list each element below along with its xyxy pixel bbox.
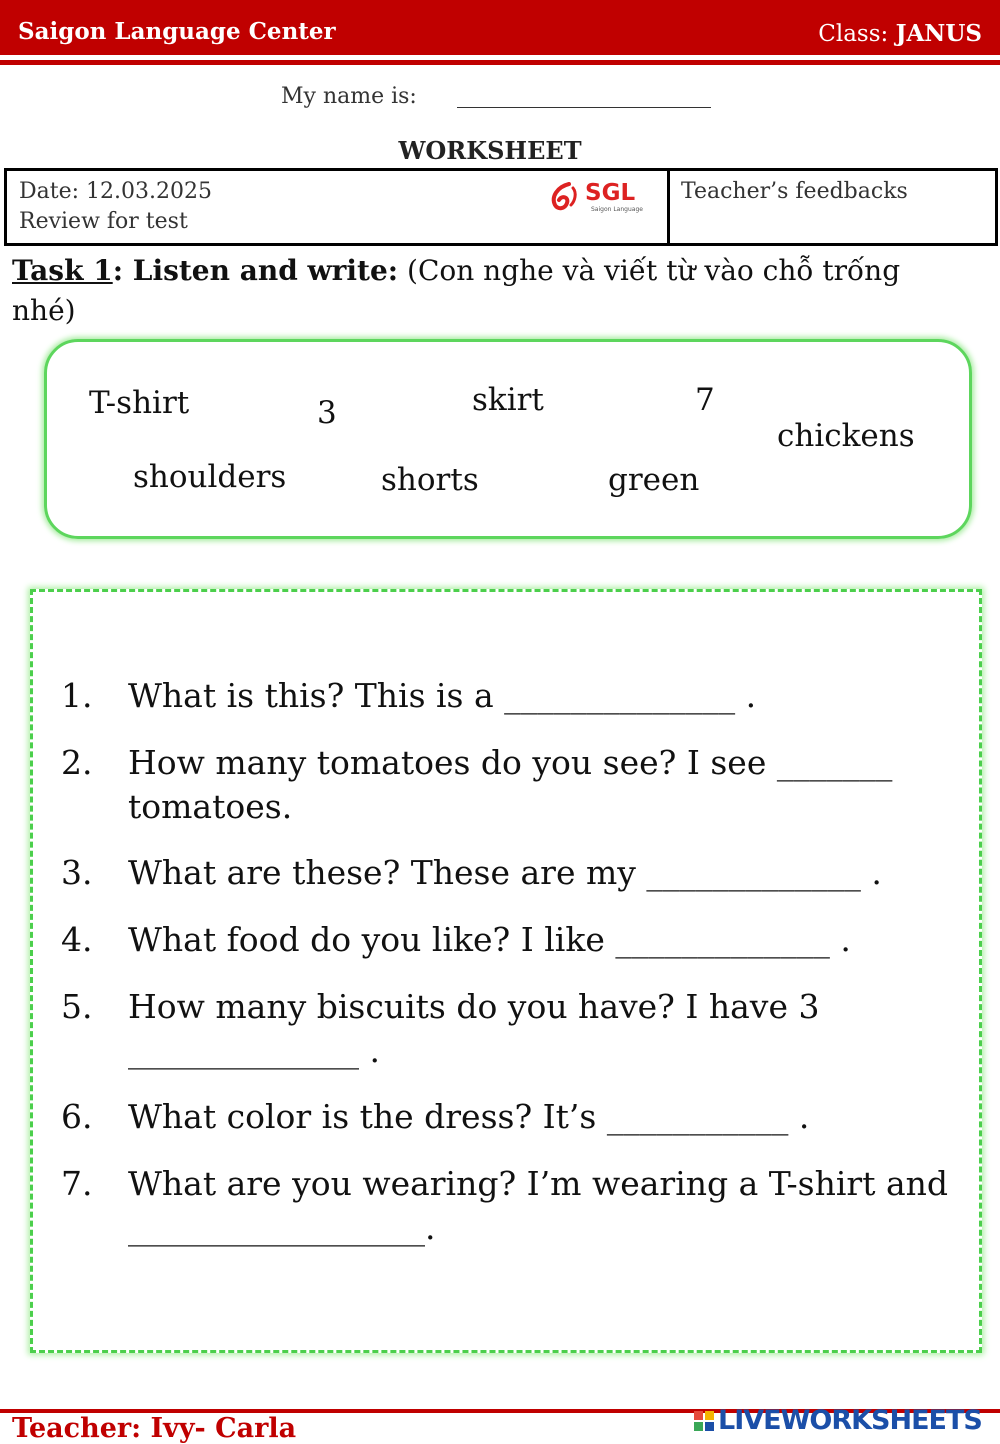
question-number: 2. xyxy=(61,743,93,782)
question-text[interactable]: What is this? This is a ______________ . xyxy=(128,676,757,715)
class-label: Class: xyxy=(818,21,889,47)
date-text: Date: 12.03.2025 xyxy=(19,179,212,204)
word-bank-item: chickens xyxy=(777,418,915,454)
liveworksheets-grid-icon xyxy=(694,1411,716,1433)
liveworksheets-logo xyxy=(694,1405,982,1436)
question-number: 3. xyxy=(61,853,93,892)
question-text[interactable]: What food do you like? I like _____________ . xyxy=(128,920,851,959)
question-text[interactable]: How many biscuits do you have? I have 3 ______________ . xyxy=(128,987,820,1070)
sgl-logo xyxy=(547,179,652,217)
questions-panel xyxy=(30,589,982,1353)
question-number: 5. xyxy=(61,987,93,1026)
name-input-line[interactable] xyxy=(457,107,711,108)
name-label: My name is: xyxy=(281,84,417,109)
question-text[interactable]: How many tomatoes do you see? I see _______ tomatoes. xyxy=(128,743,893,826)
logo-text: SGL xyxy=(585,180,636,206)
class-value: JANUS xyxy=(895,20,982,47)
task-title: : Listen and write: xyxy=(112,254,399,287)
question-number: 1. xyxy=(61,676,93,715)
word-bank-item: T-shirt xyxy=(89,385,190,421)
word-bank-item: green xyxy=(608,462,700,498)
teacher-name: Teacher: Ivy- Carla xyxy=(12,1413,297,1444)
class-info xyxy=(818,20,982,47)
word-bank-item: shorts xyxy=(381,462,479,498)
header-bar xyxy=(0,0,1000,55)
word-bank xyxy=(44,339,972,539)
question-number: 6. xyxy=(61,1097,93,1136)
question-text[interactable]: What are you wearing? I’m wearing a T-shirt and __________________. xyxy=(128,1164,949,1247)
question-text[interactable]: What are these? These are my _____________ . xyxy=(128,853,882,892)
subtitle-text: Review for test xyxy=(19,209,188,234)
feedback-label: Teacher’s feedbacks xyxy=(681,179,908,204)
header-divider xyxy=(0,60,1000,65)
question-number: 7. xyxy=(61,1164,93,1203)
question-text[interactable]: What color is the dress? It’s ___________ . xyxy=(128,1097,810,1136)
question-number: 4. xyxy=(61,920,93,959)
word-bank-item: skirt xyxy=(472,382,544,418)
word-bank-item: 7 xyxy=(695,382,715,418)
word-bank-item: 3 xyxy=(317,395,337,431)
info-table xyxy=(4,168,998,246)
logo-subtext: Saigon Language xyxy=(591,206,643,213)
sgl-swirl-icon xyxy=(547,179,583,215)
brand-text: LIVEWORKSHEETS xyxy=(718,1405,982,1436)
task-heading xyxy=(12,252,1000,290)
task-instruction-cont: nhé) xyxy=(12,294,76,327)
page-title: WORKSHEET xyxy=(398,136,582,165)
center-name: Saigon Language Center xyxy=(18,18,336,45)
task-number: Task 1 xyxy=(12,254,113,287)
table-divider xyxy=(667,171,670,243)
word-bank-item: shoulders xyxy=(133,459,287,495)
task-instruction: (Con nghe và viết từ vào chỗ trống xyxy=(398,254,901,287)
